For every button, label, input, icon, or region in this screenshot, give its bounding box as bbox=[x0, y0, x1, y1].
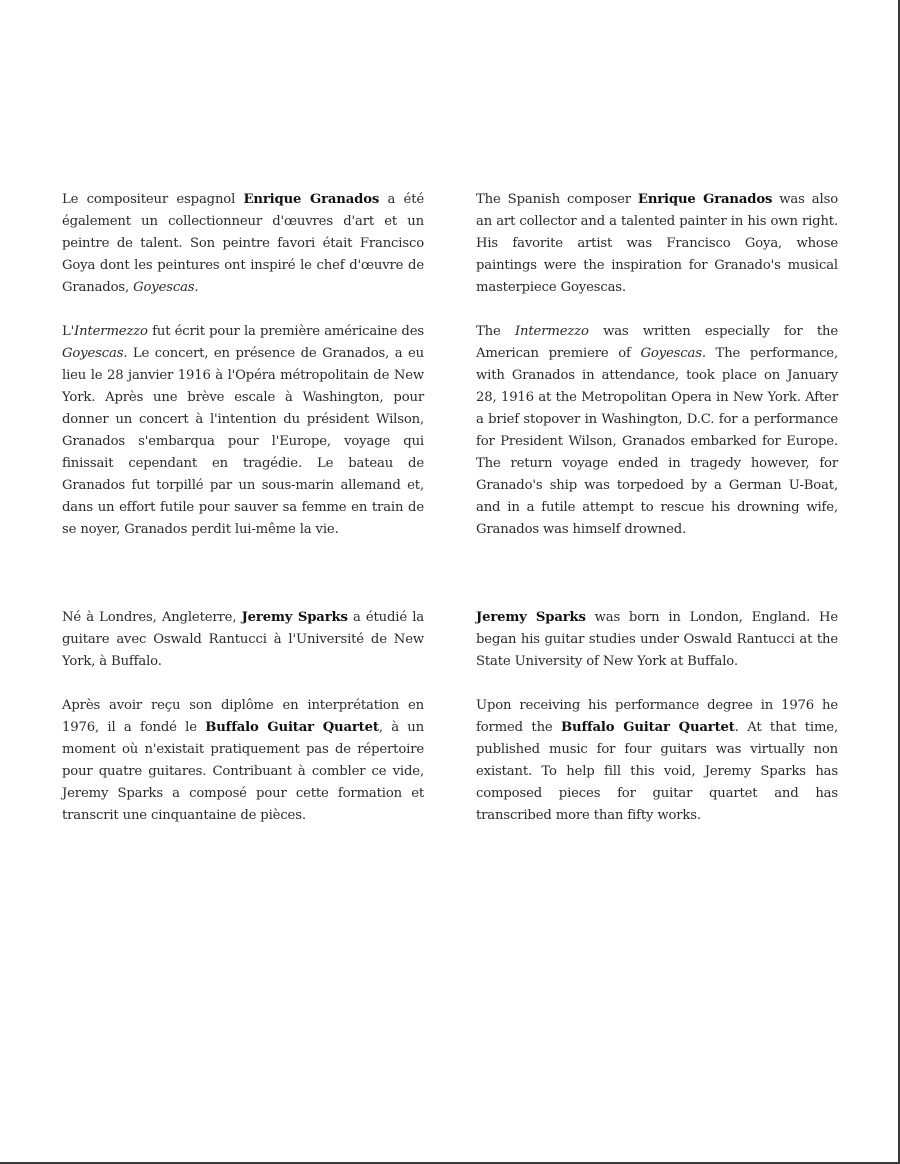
work-title: Intermezzo bbox=[74, 324, 148, 339]
work-title: Goyescas bbox=[133, 280, 195, 295]
work-title: Intermezzo bbox=[514, 324, 589, 339]
composer-name: Enrique Granados bbox=[243, 192, 380, 207]
sparks-en-paragraph-2: Upon receiving his performance degree in 1976 he formed the Buffalo Guitar Quartet. At that time, published music for four guitars was virtually non existant. To help fill this void, Jeremy Sparks has composed pieces for guitar quartet and has transcribed more than fifty works. bbox=[476, 698, 838, 823]
sparks-fr-paragraph-2: Après avoir reçu son diplôme en interprétation en 1976, il a fondé le Buffalo Guitar Quartet, à un moment où n'existait pratiquement pas de répertoire pour quatre guitares. Contribuant à combler ce vide, Jeremy Sparks a composé pour cette formation et transcrit une cinquantaine de pièces. bbox=[62, 698, 424, 823]
work-title: Goyescas bbox=[640, 346, 702, 361]
performer-name: Jeremy Sparks bbox=[241, 610, 348, 625]
composer-name: Enrique Granados bbox=[637, 192, 773, 207]
ensemble-name: Buffalo Guitar Quartet bbox=[561, 720, 735, 735]
granados-fr-paragraph-1: Le compositeur espagnol Enrique Granados a été également un collectionneur d'œuvres d'art et un peintre de talent. Son peintre favori était Francisco Goya dont les peintures ont inspiré le chef d'œuvre de Granados, Goyescas. bbox=[62, 192, 424, 295]
granados-fr-paragraph-2: L'Intermezzo fut écrit pour la première américaine des Goyescas. Le concert, en présence de Granados, a eu lieu le 28 janvier 1916 à l'Opéra métropolitain de New York. Après une brève escale à Washington, pour donner un concert à l'intention du président Wilson, Granados s'embarqua pour l'Europe, voyage qui finissait cependant en tragédie. Le bateau de Granados fut torpillé par un sous-marin allemand et, dans un effort futile pour sauver sa femme en train de se noyer, Granados perdit lui-même la vie. bbox=[62, 324, 424, 537]
sparks-fr-paragraph-1: Né à Londres, Angleterre, Jeremy Sparks a étudié la guitare avec Oswald Rantucci à l'Université de New York, à Buffalo. bbox=[62, 610, 425, 669]
sparks-en-paragraph-1: Jeremy Sparks was born in London, England. He began his guitar studies under Oswald Rantucci at the State University of New York at Buffalo. bbox=[476, 610, 838, 669]
ensemble-name: Buffalo Guitar Quartet bbox=[205, 720, 379, 735]
granados-en-paragraph-1: The Spanish composer Enrique Granados was also an art collector and a talented painter in his own right. His favorite artist was Francisco Goya, whose paintings were the inspiration for Granado's musical masterpiece Goyescas. bbox=[476, 192, 838, 295]
granados-en-paragraph-2: The Intermezzo was written especially for the American premiere of Goyescas. The performance, with Granados in attendance, took place on January 28, 1916 at the Metropolitan Opera in New York. After a brief stopover in Washington, D.C. for a performance for President Wilson, Granados embarked for Europe. The return voyage ended in tragedy however, for Granado's ship was torpedoed by a German U-Boat, and in a futile attempt to rescue his drowning wife, Granados was himself drowned. bbox=[476, 324, 839, 537]
performer-name: Jeremy Sparks bbox=[476, 610, 586, 625]
work-title: Goyescas bbox=[62, 346, 124, 361]
